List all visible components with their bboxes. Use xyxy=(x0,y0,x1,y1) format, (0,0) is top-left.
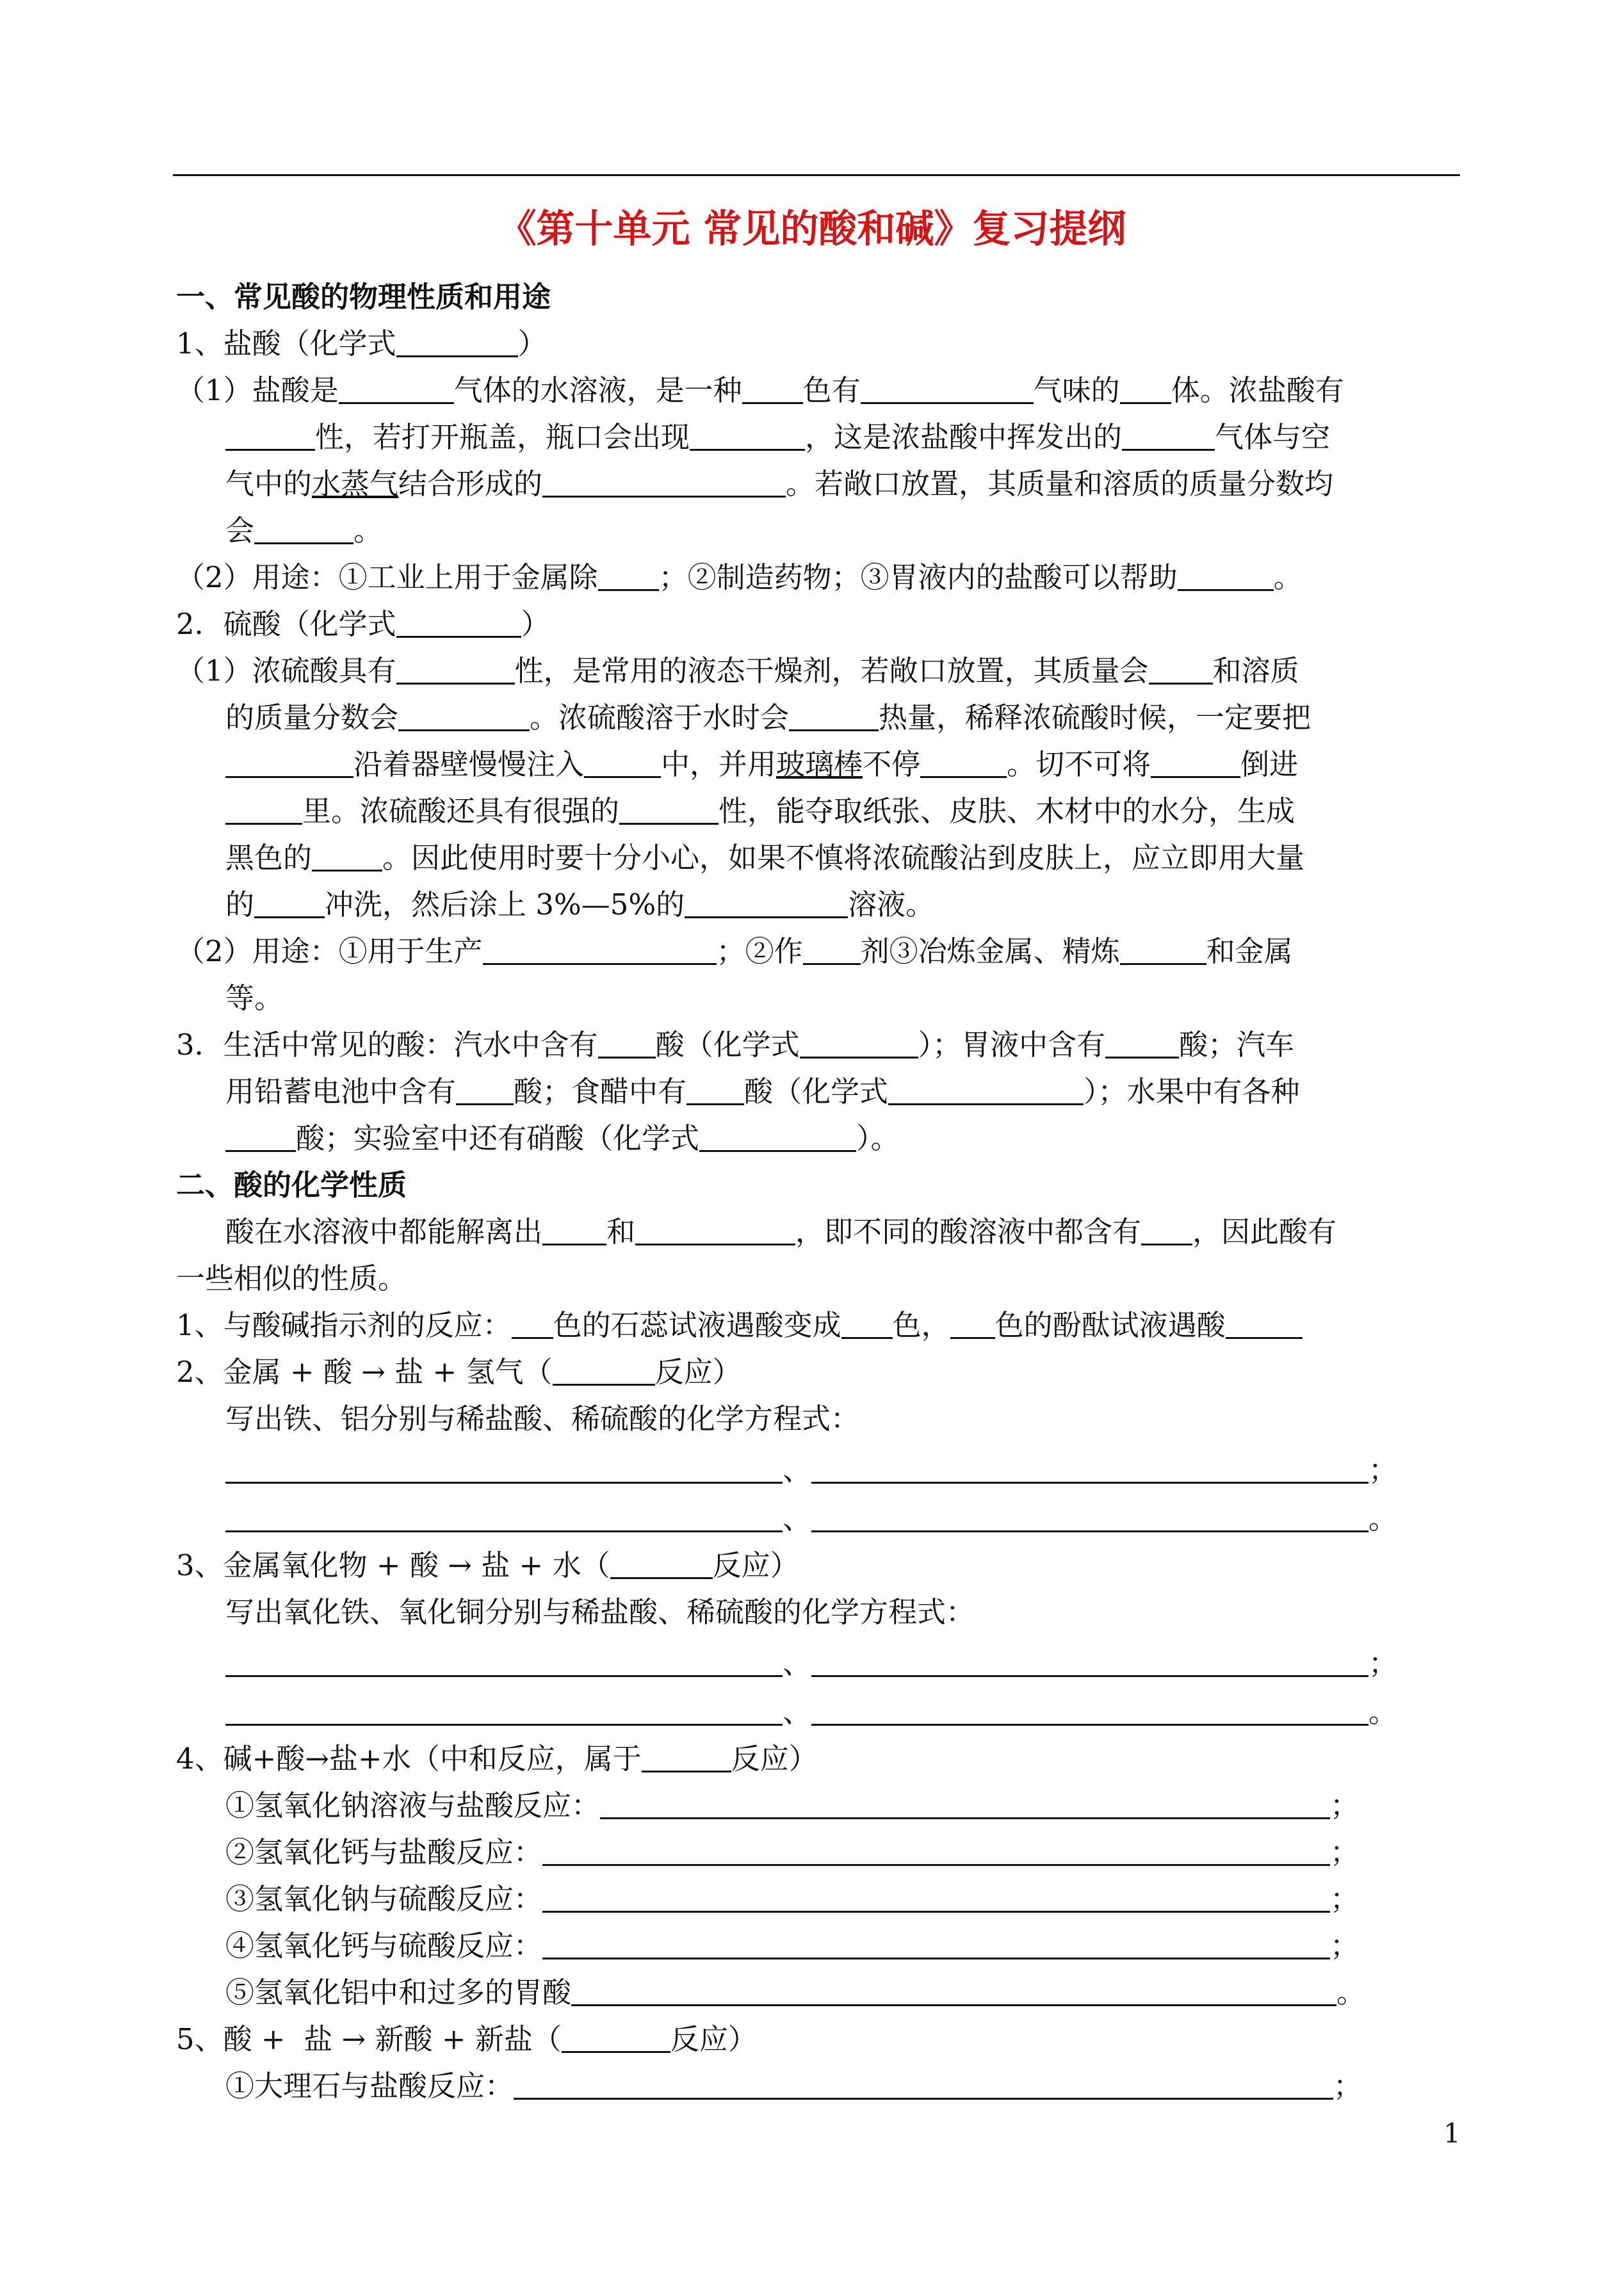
blank xyxy=(254,513,353,544)
base-acid-item: ①氢氧化钠溶液与盐酸反应： ； xyxy=(225,1788,1360,1822)
oxide-acid-instruction: 写出氧化铁、氧化铜分别与稀盐酸、稀硫酸的化学方程式： xyxy=(225,1595,975,1629)
blank xyxy=(225,1452,783,1484)
blank xyxy=(396,606,521,638)
blank xyxy=(920,747,1007,778)
blank xyxy=(811,1501,1368,1532)
h2so4-line-5: 黑色的 。因此使用时要十分小心，如果不慎将浓硫酸沾到皮肤上，应立即用大量 xyxy=(225,841,1305,875)
blank xyxy=(685,887,848,918)
blank xyxy=(699,1121,856,1152)
base-acid-item: ④氢氧化钙与硫酸反应： ； xyxy=(225,1929,1360,1963)
equation-line: 、 ； xyxy=(225,1450,1397,1491)
blank xyxy=(642,1741,731,1772)
blank xyxy=(1122,419,1215,451)
life-line-2: 用铅蓄电池中含有 酸；食醋中有 酸（化学式 ）；水果中有各种 xyxy=(225,1075,1300,1108)
blank xyxy=(571,1975,1336,2006)
blank xyxy=(398,700,530,731)
blank xyxy=(553,1354,655,1386)
blank xyxy=(254,887,325,918)
blank xyxy=(584,747,661,778)
h2so4-use: （2）用途：①用于生产 ；②作 剂③冶炼金属、精炼 和金属 xyxy=(176,934,1293,968)
blank xyxy=(1178,560,1274,591)
salt-acid-item: ①大理石与盐酸反应： ； xyxy=(225,2069,1363,2103)
blank xyxy=(225,419,315,451)
blank xyxy=(339,373,454,404)
hcl-line-4: 会 。 xyxy=(225,514,383,547)
acid-intro: 酸在水溶液中都能解离出 和 ，即不同的酸溶液中都含有 ，因此酸有 xyxy=(225,1215,1337,1249)
h2so4-use-line-2: 等。 xyxy=(225,981,284,1015)
section-heading-1: 一、常见酸的物理性质和用途 xyxy=(176,280,551,314)
blank xyxy=(542,1881,1330,1913)
blank xyxy=(598,1027,656,1058)
metal-acid-heading: 2、金属 + 酸 → 盐 + 氢气（ 反应） xyxy=(176,1355,742,1389)
blank xyxy=(225,1646,783,1677)
h2so4-heading: 2．硫酸（化学式 ） xyxy=(176,607,550,641)
hcl-line-2: 性，若打开瓶盖，瓶口会出现 ，这是浓盐酸中挥发出的 气体与空 xyxy=(225,417,1330,458)
hcl-use: （2）用途：①工业上用于金属除 ；②制造药物；③胃液内的盐酸可以帮助 。 xyxy=(176,560,1303,594)
blank xyxy=(950,1308,995,1339)
blank xyxy=(1105,1027,1179,1058)
blank xyxy=(690,419,805,451)
blank xyxy=(225,747,353,778)
h2so4-line-6: 的 冲洗，然后涂上 3%—5%的 溶液。 xyxy=(225,888,935,921)
blank xyxy=(456,1074,514,1105)
blank xyxy=(225,1501,783,1532)
equation-line: 、 。 xyxy=(225,1498,1397,1539)
blank xyxy=(396,326,518,357)
blank xyxy=(742,373,803,404)
blank xyxy=(542,1214,606,1245)
blank xyxy=(1120,373,1171,404)
blank xyxy=(225,1694,783,1726)
hcl-line-1: （1）盐酸是 气体的水溶液，是一种 色有 气味的 体。浓盐酸有 xyxy=(176,373,1344,407)
base-acid-item: ③氢氧化钠与硫酸反应： ； xyxy=(225,1882,1360,1916)
indicator-line: 1、与酸碱指示剂的反应： 色的石蕊试液遇酸变成 色， 色的酚酞试液遇酸 xyxy=(176,1305,1303,1346)
blank xyxy=(1226,1308,1303,1339)
blank xyxy=(542,1835,1330,1866)
blank xyxy=(635,1214,795,1245)
blank xyxy=(542,466,786,498)
blank xyxy=(686,1074,744,1105)
blank xyxy=(483,934,717,965)
metal-acid-instruction: 写出铁、铝分别与稀盐酸、稀硫酸的化学方程式： xyxy=(225,1402,860,1436)
blank xyxy=(225,1121,296,1152)
hcl-heading: 1、盐酸（化学式 ） xyxy=(176,327,547,361)
blank xyxy=(619,793,719,825)
base-acid-heading: 4、碱+酸→盐+水（中和反应，属于 反应） xyxy=(176,1742,818,1776)
blank xyxy=(811,1646,1368,1677)
section-heading-2: 二、酸的化学性质 xyxy=(176,1168,407,1202)
blank xyxy=(888,1074,1084,1105)
blank xyxy=(600,1788,1330,1819)
header-rule xyxy=(173,174,1460,176)
blank xyxy=(1120,934,1206,965)
base-acid-item: ②氢氧化钙与盐酸反应： ； xyxy=(225,1835,1360,1869)
blank xyxy=(800,1027,918,1058)
h2so4-line-3: 沿着器壁慢慢注入 中，并用玻璃棒不停 。切不可将 倒进 xyxy=(225,744,1298,785)
blank xyxy=(789,700,879,731)
blank xyxy=(610,1548,713,1579)
h2so4-line-1: （1）浓硫酸具有 性，是常用的液态干燥剂，若敞口放置，其质量会 和溶质 xyxy=(176,654,1299,688)
blank xyxy=(512,1308,553,1339)
blank xyxy=(396,653,515,685)
page-number: 1 xyxy=(1443,2118,1461,2149)
h2so4-line-4: 里。浓硫酸还具有很强的 性，能夺取纸张、皮肤、木材中的水分，生成 xyxy=(225,791,1295,832)
blank xyxy=(514,2068,1333,2100)
blank xyxy=(225,793,302,825)
blank xyxy=(803,934,861,965)
salt-acid-heading: 5、酸 + 盐 → 新酸 + 新盐（ 反应） xyxy=(176,2022,757,2056)
life-line-1: 3．生活中常见的酸：汽水中含有 酸（化学式 ）；胃液中含有 酸；汽车 xyxy=(176,1028,1295,1062)
life-line-3: 酸；实验室中还有硝酸（化学式 ）。 xyxy=(225,1118,900,1159)
blank xyxy=(811,1694,1368,1726)
equation-line: 、 ； xyxy=(225,1643,1397,1684)
blank xyxy=(1151,747,1240,778)
blank xyxy=(598,560,659,591)
blank xyxy=(841,1308,893,1339)
acid-intro-line-2: 一些相似的性质。 xyxy=(176,1261,407,1295)
hcl-line-3: 气中的水蒸气结合形成的 。若敞口放置，其质量和溶质的质量分数均 xyxy=(225,467,1334,501)
oxide-acid-heading: 3、金属氧化物 + 酸 → 盐 + 水（ 反应） xyxy=(176,1548,799,1582)
blank xyxy=(562,2022,670,2053)
blank xyxy=(1149,653,1213,685)
page-title: 《第十单元 常见的酸和碱》复习提纲 xyxy=(498,207,1126,252)
blank xyxy=(1141,1214,1192,1245)
blank xyxy=(861,373,1034,404)
blank xyxy=(312,840,382,872)
blank xyxy=(811,1452,1368,1484)
base-acid-item: ⑤氢氧化铝中和过多的胃酸 。 xyxy=(225,1975,1366,2009)
blank xyxy=(542,1928,1330,1959)
equation-line: 、 。 xyxy=(225,1692,1397,1733)
h2so4-line-2: 的质量分数会 。浓硫酸溶于水时会 热量，稀释浓硫酸时候，一定要把 xyxy=(225,701,1311,734)
